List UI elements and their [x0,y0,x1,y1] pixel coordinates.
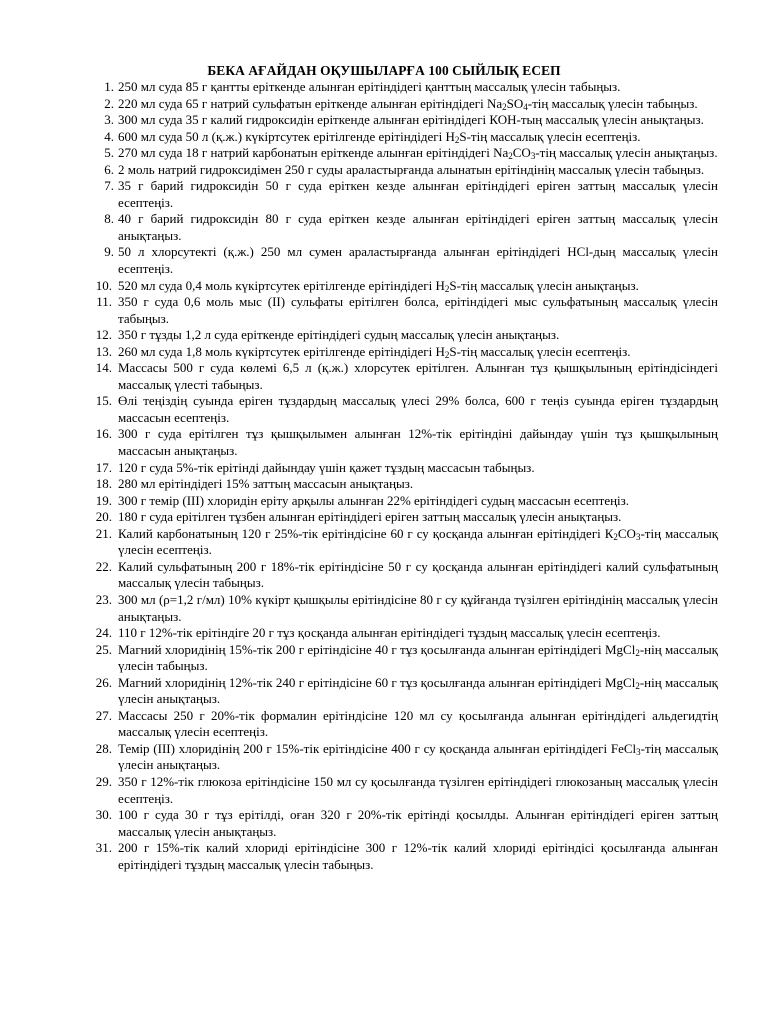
problem-text [118,112,704,127]
problem-text [118,559,718,591]
problem-item [95,492,718,510]
problem-number: 21. [95,525,112,541]
formula-subscript: 2 [444,283,450,294]
problem-text-segment: Калий карбонатының 120 г 25%-тік ерітіндісіне 60 г су қосқанда алынған ерітіндідегі К [118,525,614,541]
problem-number: 20. [95,509,112,525]
problem-text [118,96,698,111]
problem-text [118,493,629,508]
problem-item [104,128,718,146]
problem-text-segment: Массасы 500 г суда көлемі 6,5 л (қ.ж.) хлорсутек ерітілген. Алынған тұз қышқылының ерітіндісіндегі массалық үлесті табыңыз. [118,360,718,392]
problem-text-segment: S-тің массалық үлесін есептеңіз. [449,343,631,359]
problem-item [95,459,718,477]
problem-text-segment: Магний хлоридінің 12%-тік 240 г ерітіндісіне 60 г тұз қосылғанда алынған ерітіндідегі MgCl [118,674,636,690]
problem-item [95,525,719,559]
problem-item [95,707,718,741]
problem-number: 31. [95,840,112,856]
problem-text-segment: -тің массалық үлесін есептеңіз. [118,525,719,558]
problem-number: 9. [104,244,114,260]
problem-text-segment: 350 г суда 0,6 моль мыс (ІІ) сульфаты ерітілген болса, ерітіндідегі мыс сульфатының массалық үлесін табыңыз. [118,294,718,326]
problem-text-segment: 200 г 15%-тік калий хлориді ерітіндісіне 300 г 12%-тік калий хлориді ерітіндісі қосылғанда алынған ерітіндідегі тұздың массалық үлесін табыңыз. [118,840,718,872]
problem-text [118,426,718,458]
problem-number: 30. [95,807,112,823]
problem-text [118,774,718,806]
problem-number: 4. [104,128,114,144]
problem-text-segment: 180 г суда ерітілген тұзбен алынған ерітіндідегі еріген заттың массалық үлесін анықтаңыз. [118,509,622,525]
formula-subscript: 2 [444,349,450,360]
problem-item [95,277,718,295]
problem-text-segment: 280 мл ерітіндідегі 15% заттың массасын анықтаңыз. [118,476,414,492]
problem-number: 17. [95,459,112,475]
problem-text-segment: 270 мл суда 18 г натрий карбонатын еріткенде алынған ерітіндідегі Na [118,145,509,161]
problem-text-segment: 520 мл суда 0,4 моль күкіртсутек ерітілгенде ерітіндідегі Н [118,277,445,293]
problem-number: 14. [95,360,112,376]
problem-number: 6. [104,161,114,177]
problem-item [95,393,718,426]
problem-number: 26. [95,674,112,690]
problem-text [118,840,718,872]
formula-subscript: 4 [523,101,528,112]
problem-item [95,327,718,344]
formula-subscript: 2 [613,531,618,542]
problem-text-segment: 100 г суда 30 г тұз ерітілді, оған 320 г 20%-тік ерітінді қосылды. Алынған ерітіндідегі еріген заттың массалық үлесін анықтаңыз. [118,807,718,839]
formula-subscript: 2 [502,101,507,112]
problem-number: 12. [95,327,112,343]
problem-text [118,360,718,392]
problem-text-segment: -тің массалық үлесін анықтаңыз. [118,740,719,773]
formula-subscript: 2 [635,680,640,691]
problem-item [95,840,718,873]
problem-text [118,642,718,674]
problem-number: 16. [95,426,112,442]
problem-number: 29. [95,773,112,789]
problem-text [118,244,718,276]
problem-text [118,476,413,491]
problem-text [118,294,718,326]
problem-text [118,592,718,624]
problem-item [104,145,718,162]
problem-text-segment: 220 мл суда 65 г натрий сульфатын еріткенде алынған ерітіндідегі Na [118,95,503,111]
problem-text-segment: 120 г суда 5%-тік ерітінді дайындау үшін қажет тұздың массасын табыңыз. [118,459,535,475]
problem-item [104,244,718,277]
problem-number: 19. [95,492,112,508]
problem-text-segment: 40 г барий гидроксидін 80 г суда еріткен кезде алынған ерітіндідегі еріген заттың массалық үлесін анықтаңыз. [118,211,718,243]
problem-number: 22. [95,558,112,574]
problem-item [95,476,718,493]
problem-number: 23. [95,591,112,607]
problem-item [95,558,718,592]
problem-number: 10. [95,277,112,293]
problem-number: 28. [95,740,112,756]
problem-text [118,129,641,144]
problem-text [118,807,718,839]
problem-number: 27. [95,707,112,723]
problem-number: 15. [95,393,112,409]
problem-number: 13. [95,343,112,359]
problem-text [118,460,535,475]
problem-text-segment: S-тің массалық үлесін анықтаңыз. [449,277,639,293]
problem-text [118,509,621,524]
problem-text [118,625,660,640]
problem-text-segment: 300 мл (ρ=1,2 г/мл) 10% күкірт қышқылы ерітіндісіне 80 г су құйғанда түзілген ерітіндінің массалық үлесін анықтаңыз. [118,591,718,624]
formula-subscript: 2 [635,647,640,658]
problem-text-segment: 250 мл суда 85 г қантты еріткенде алынған ерітіндідегі қанттың массалық үлесін табыңыз. [118,79,621,94]
problem-number: 7. [104,178,114,194]
problem-number: 18. [95,476,112,492]
problem-item [104,112,718,129]
problem-text-segment: 110 г 12%-тік ерітіндіге 20 г тұз қосқанда алынған ерітіндідегі тұздың массалық үлесін есептеңіз. [118,625,661,641]
problem-text-segment: 300 г суда ерітілген тұз қышқылымен алынған 12%-тік ерітіндіні дайындау үшін тұз қышқылының массасын анықтаңыз. [118,426,718,459]
problem-number: 5. [104,145,114,161]
problem-text [118,708,718,740]
problem-text [118,327,559,342]
problem-text-segment: Өлі теңіздің суында еріген тұздардың массалық үлесі 29% болса, 600 г теңіз суында еріген тұздардың массасын есептеңіз. [118,393,718,425]
document-title: БЕКА АҒАЙДАН ОҚУШЫЛАРҒА 100 СЫЙЛЫҚ ЕСЕП [207,63,561,78]
problem-item [95,426,718,459]
problem-item [104,211,718,244]
problem-text-segment: 35 г барий гидроксидін 50 г суда еріткен кезде алынған ерітіндідегі еріген заттың массалық үлесін есептеңіз. [118,178,718,210]
problem-item [95,343,718,361]
problem-text-segment: -тің массалық үлесін табыңыз. [527,95,698,111]
problem-text-segment: 300 г темір (ІІІ) хлоридін еріту арқылы алынған 22% ерітіндідегі судың массасын есептеңіз. [118,492,630,508]
formula-subscript: 2 [454,134,460,145]
problem-item [95,360,718,393]
problem-text [118,526,718,558]
problem-text-segment: Калий сульфатының 200 г 18%-тік ерітіндісіне 50 г су қосқанда алынған ерітіндідегі калий сульфатының массалық үлесін табыңыз. [118,558,718,591]
problem-item [104,161,718,179]
problem-list [95,79,719,873]
problem-text-segment: SO [506,95,524,111]
problem-item [95,641,718,675]
problem-item [104,178,718,211]
problem-item [104,79,718,96]
formula-subscript: 3 [635,531,641,542]
problem-item [95,807,718,840]
problem-text-segment: 600 мл суда 50 л (қ.ж.) күкіртсутек ерітілгенде ерітіндідегі Н [118,128,455,144]
problem-item [104,95,718,113]
problem-item [96,294,718,327]
problem-text [118,278,639,293]
problem-number: 1. [104,79,114,94]
problem-item [95,509,718,526]
problem-text-segment: Темір (ІІІ) хлоридінің 200 г 15%-тік ерітіндісіне 400 г су қосқанда алынған ерітіндідегі FeCl [118,740,637,756]
problem-text [118,741,718,773]
problem-text-segment: 2 моль натрий гидроксидімен 250 г суды араластырғанда алынатын ерітіндінің массалық үлесін табыңыз. [118,161,705,177]
problem-item [95,625,718,642]
problem-number: 2. [104,95,114,111]
problem-item [95,674,718,708]
problem-text-segment: Массасы 250 г 20%-тік формалин ерітіндісіне 120 мл су қосылғанда алынған ерітіндідегі альдегидтің массалық үлесін есептеңіз. [118,707,718,740]
formula-subscript: 3 [530,151,536,162]
problem-text-segment: 50 л хлорсутекті (қ.ж.) 250 мл сумен араластырғанда алынған ерітіндідегі НCl-дың массалық үлесін есептеңіз. [118,244,718,277]
problem-number: 25. [95,641,112,657]
problem-item [95,740,719,774]
problem-number: 24. [95,625,112,641]
problem-text [118,393,718,425]
problem-text-segment: -нің массалық үлесін анықтаңыз. [118,674,718,707]
problem-item [95,773,718,807]
problem-text-segment: 300 мл суда 35 г калий гидроксидін еріткенде алынған ерітіндідегі КОН-тың массалық үлесін анықтаңыз. [118,112,704,128]
problem-text [118,344,631,359]
formula-subscript: 2 [508,151,513,162]
problem-text-segment: СО [617,525,636,541]
problem-text [118,178,718,210]
problem-item [95,591,718,625]
problem-text-segment: 350 г тұзды 1,2 л суда еріткенде ерітіндідегі судың массалық үлесін анықтаңыз. [118,327,560,343]
problem-text [118,79,620,94]
problem-text-segment: -нің массалық үлесін табыңыз. [118,641,718,674]
problem-number: 11. [96,294,112,310]
problem-text [118,162,704,177]
problem-text [118,145,718,160]
problem-text-segment: -тің массалық үлесін анықтаңыз. [535,145,718,161]
problem-text [118,675,718,707]
problem-text-segment: CO [512,145,531,161]
problem-text-segment: 350 г 12%-тік глюкоза ерітіндісіне 150 мл су қосылғанда түзілген ерітіндідегі глюкозаның массалық үлесін есептеңіз. [118,773,718,806]
problem-number: 3. [104,112,114,128]
problem-number: 8. [104,211,114,227]
problem-text-segment: 260 мл суда 1,8 моль күкіртсутек ерітілгенде ерітіндідегі Н [118,343,445,359]
problem-text-segment: Магний хлоридінің 15%-тік 200 г ерітіндісіне 40 г тұз қосылғанда алынған ерітіндідегі MgCl [118,641,636,657]
problem-text [118,211,718,243]
problem-text-segment: S-тің массалық үлесін есептеңіз. [459,128,641,144]
formula-subscript: 3 [636,746,641,757]
